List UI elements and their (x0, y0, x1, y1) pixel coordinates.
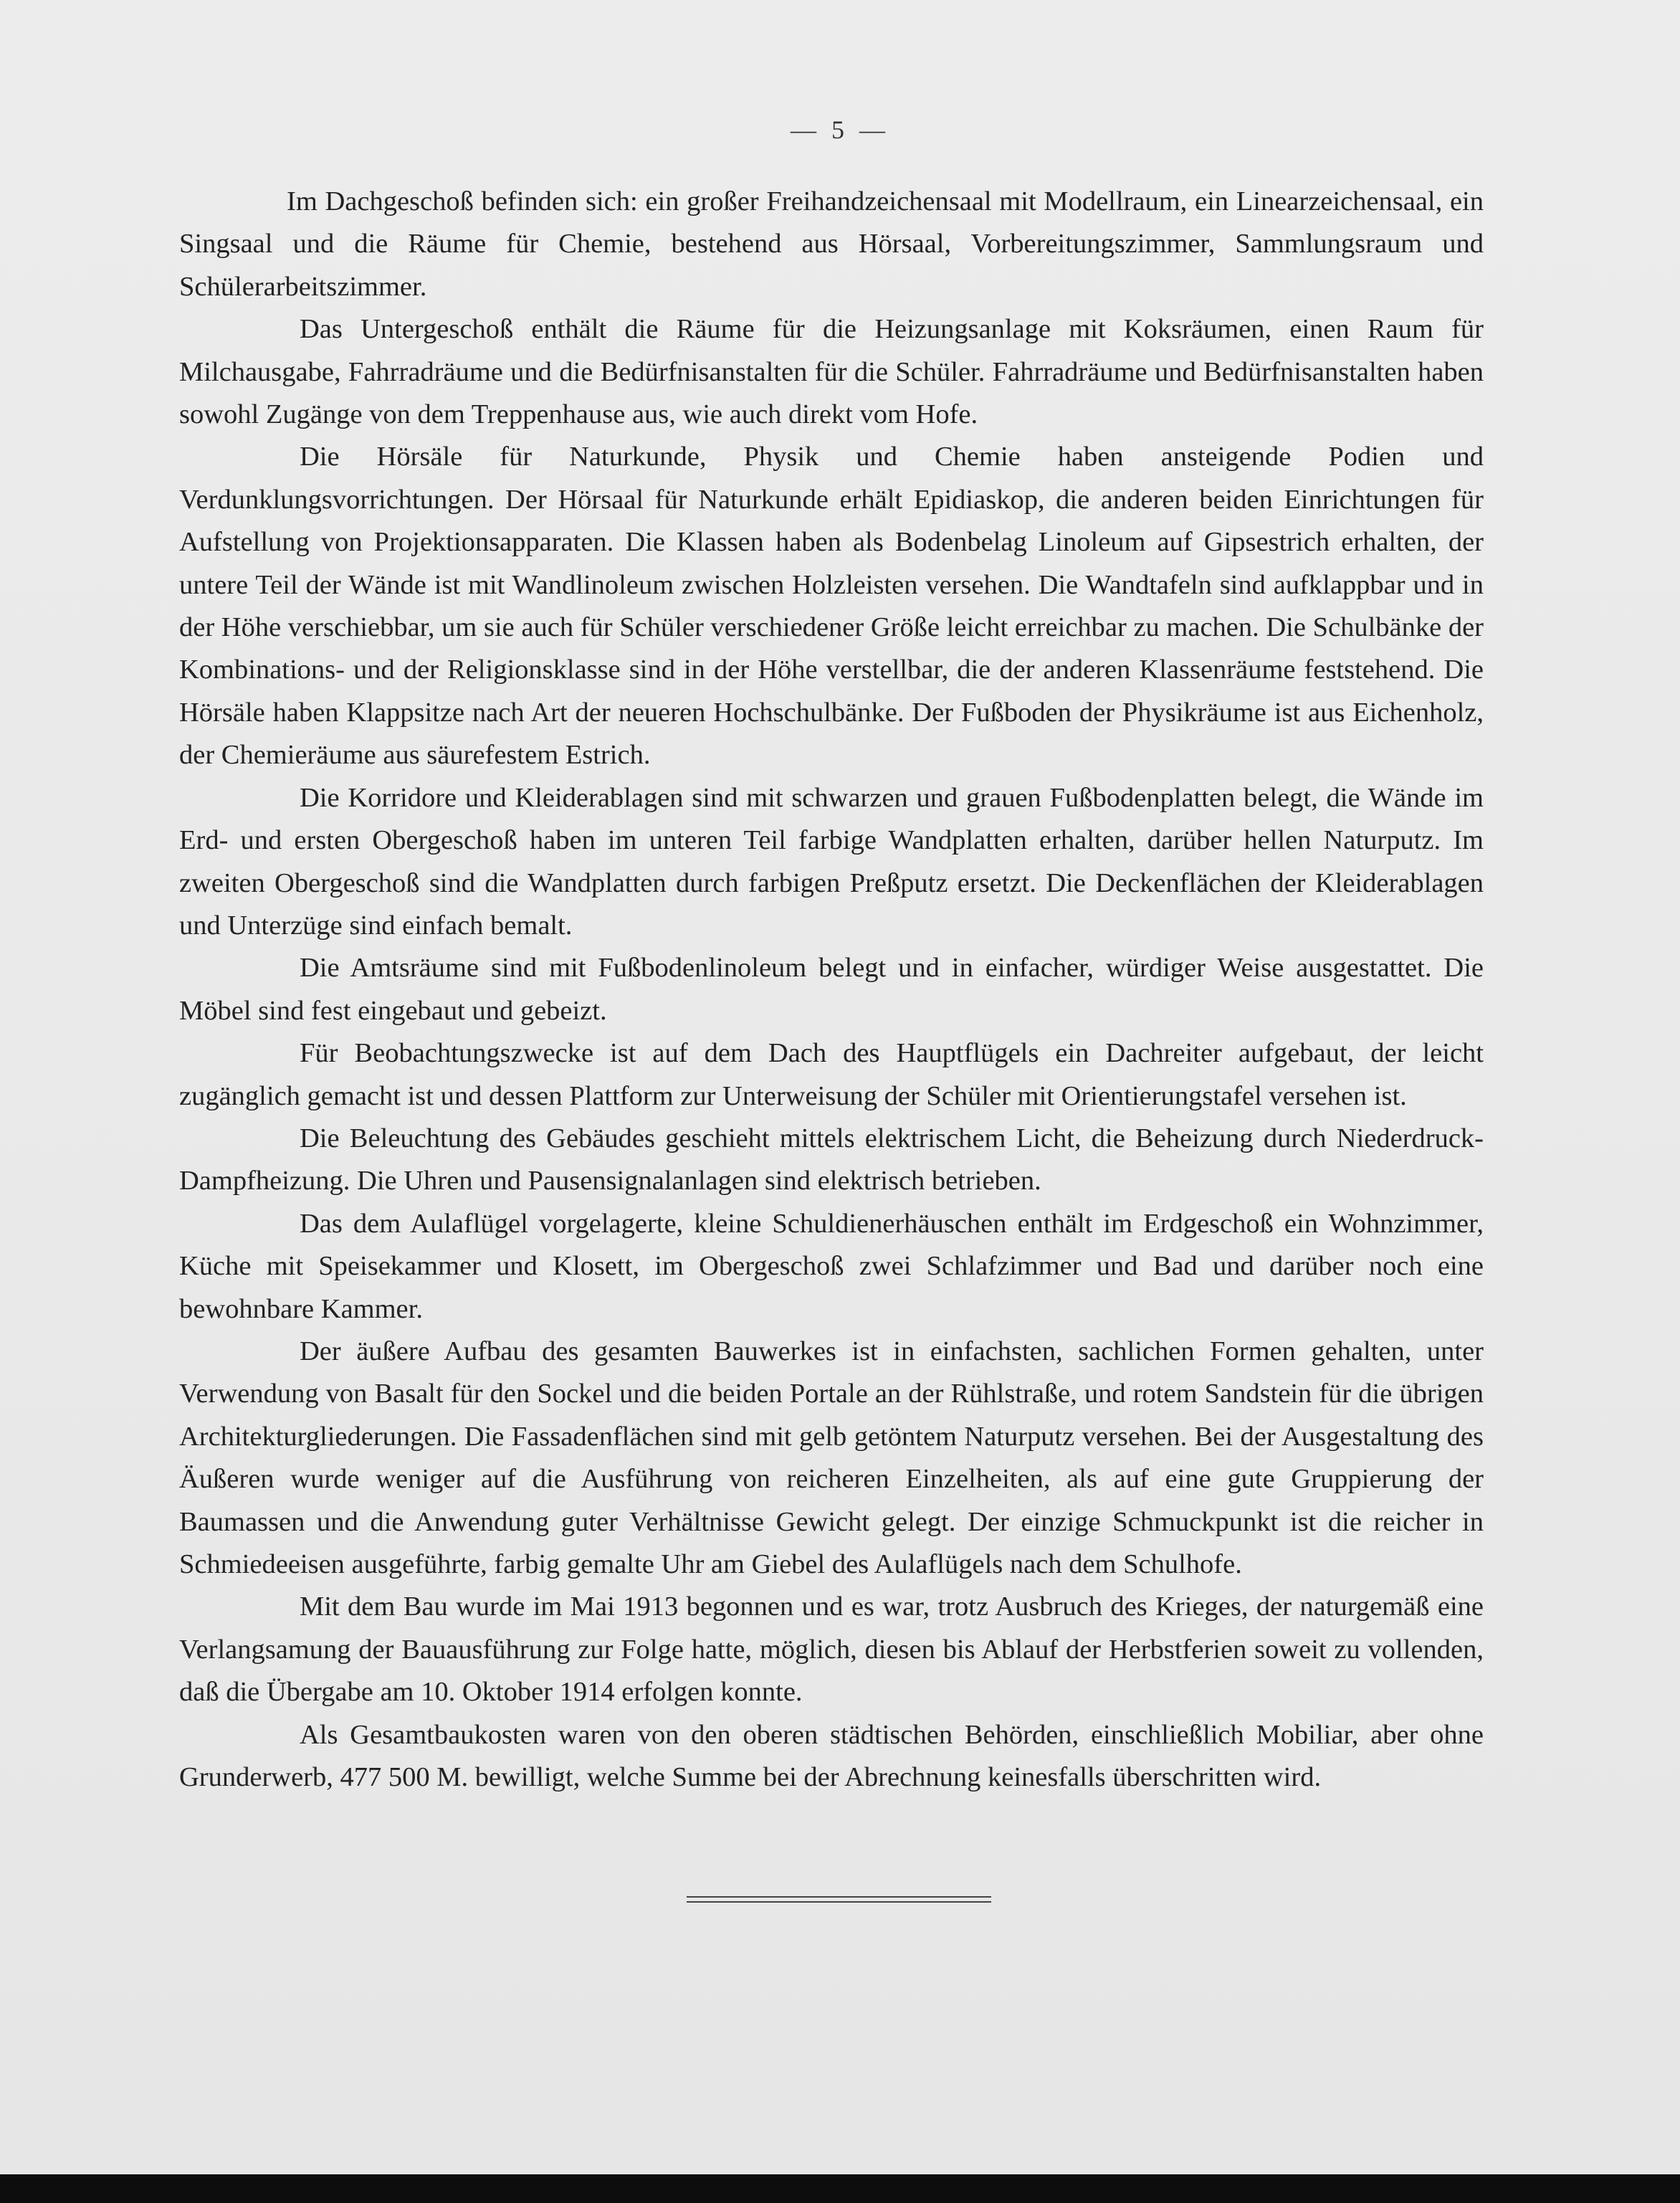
body-text (179, 181, 1484, 1799)
paragraph-korridore: Die Korridore und Kleiderablagen sind mit schwarzen und grauen Fußbodenplatten belegt, die Wände im Erd- und ersten Obergeschoß haben im unteren Teil farbige Wandplatten erhalten, darüber hellen Naturputz. Im zweiten Obergeschoß sind die Wandplatten durch farbigen Preßputz ersetzt. Die Deckenflächen der Kleiderablagen und Unterzüge sind einfach bemalt. (179, 782, 1484, 941)
paragraph-baukosten: Als Gesamtbaukosten waren von den oberen städtischen Behörden, einschließlich Mobiliar, aber ohne Grunderwerb, 477 500 M. bewilligt, welche Summe bei der Abrechnung keinesfalls überschritten wird. (179, 1719, 1484, 1793)
paragraph-untergeschoss: Das Untergeschoß enthält die Räume für die Heizungsanlage mit Koksräumen, einen Raum für Milchausgabe, Fahrradräume und die Bedürfnisanstalten für die Schüler. Fahrradräume und Bedürfnisanstalten haben sowohl Zugänge von dem Treppenhause aus, wie auch direkt vom Hofe. (179, 314, 1484, 430)
paragraph-aufbau: Der äußere Aufbau des gesamten Bauwerkes ist in einfachsten, sachlichen Formen gehalten, unter Verwendung von Basalt für den Sockel und die beiden Portale an der Rühlstraße, und rotem Sandstein für die übrigen Architekturgliederungen. Die Fassadenflächen sind mit gelb getöntem Naturputz versehen. Bei der Ausgestaltung des Äußeren wurde weniger auf die Ausführung von reicheren Einzelheiten, als auf eine gute Gruppierung der Baumassen und die Anwendung guter Verhältnisse Gewicht gelegt. Der einzige Schmuckpunkt ist die reicher in Schmiedeeisen ausgeführte, farbig gemalte Uhr am Giebel des Aulaflügels nach dem Schulhofe. (179, 1336, 1484, 1579)
paragraph-bauzeit: Mit dem Bau wurde im Mai 1913 begonnen und es war, trotz Ausbruch des Krieges, der naturgemäß eine Verlangsamung der Bauausführung zur Folge hatte, möglich, diesen bis Ablauf der Herbstferien soweit zu vollenden, daß die Übergabe am 10. Oktober 1914 erfolgen konnte. (179, 1591, 1484, 1708)
paragraph-schuldienerhaus: Das dem Aulaflügel vorgelagerte, kleine Schuldienerhäuschen enthält im Erdgeschoß ein Wohnzimmer, Küche mit Speisekammer und Klosett, im Obergeschoß zwei Schlafzimmer und Bad und darüber noch eine bewohnbare Kammer. (179, 1208, 1484, 1324)
paragraph-dachgeschoss: Im Dachgeschoß befinden sich: ein großer Freihandzeichensaal mit Modellraum, ein Linearzeichensaal, ein Singsaal und die Räume für Chemie, bestehend aus Hörsaal, Vorbereitungszimmer, Sammlungsraum und Schülerarbeitszimmer. (179, 186, 1484, 302)
page-number: — 5 — (791, 115, 889, 144)
paragraph-amtsraeume: Die Amtsräume sind mit Fußbodenlinoleum belegt und in einfacher, würdiger Weise ausgestattet. Die Möbel sind fest eingebaut und gebeizt. (179, 953, 1484, 1026)
scan-bottom-edge (0, 2174, 1680, 2203)
paragraph-beobachtung: Für Beobachtungszwecke ist auf dem Dach des Hauptflügels ein Dachreiter aufgebaut, der leicht zugänglich gemacht ist und dessen Plattform zur Unterweisung der Schüler mit Orientierungstafel versehen ist. (179, 1038, 1484, 1111)
end-double-rule (687, 1896, 991, 1903)
end-rule-bottom-line (687, 1901, 991, 1903)
paragraph-beleuchtung: Die Beleuchtung des Gebäudes geschieht mittels elektrischem Licht, die Beheizung durch Niederdruck-Dampfheizung. Die Uhren und Pausensignalanlagen sind elektrisch betrieben. (179, 1123, 1484, 1196)
end-rule-top-line (687, 1896, 991, 1898)
paragraph-hoersaele: Die Hörsäle für Naturkunde, Physik und Chemie haben ansteigende Podien und Verdunklungsvorrichtungen. Der Hörsaal für Naturkunde erhält Epidiaskop, die anderen beiden Einrichtungen für Aufstellung von Projektionsapparaten. Die Klassen haben als Bodenbelag Linoleum auf Gipsestrich erhalten, der untere Teil der Wände ist mit Wandlinoleum zwischen Holzleisten versehen. Die Wandtafeln sind aufklappbar und in der Höhe verschiebbar, um sie auch für Schüler verschiedener Größe leicht erreichbar zu machen. Die Schulbänke der Kombinations- und der Religionsklasse sind in der Höhe verstellbar, die der anderen Klassenräume feststehend. Die Hörsäle haben Klappsitze nach Art der neueren Hochschulbänke. Der Fußboden der Physikräume ist aus Eichenholz, der Chemieräume aus säurefestem Estrich. (179, 442, 1484, 771)
